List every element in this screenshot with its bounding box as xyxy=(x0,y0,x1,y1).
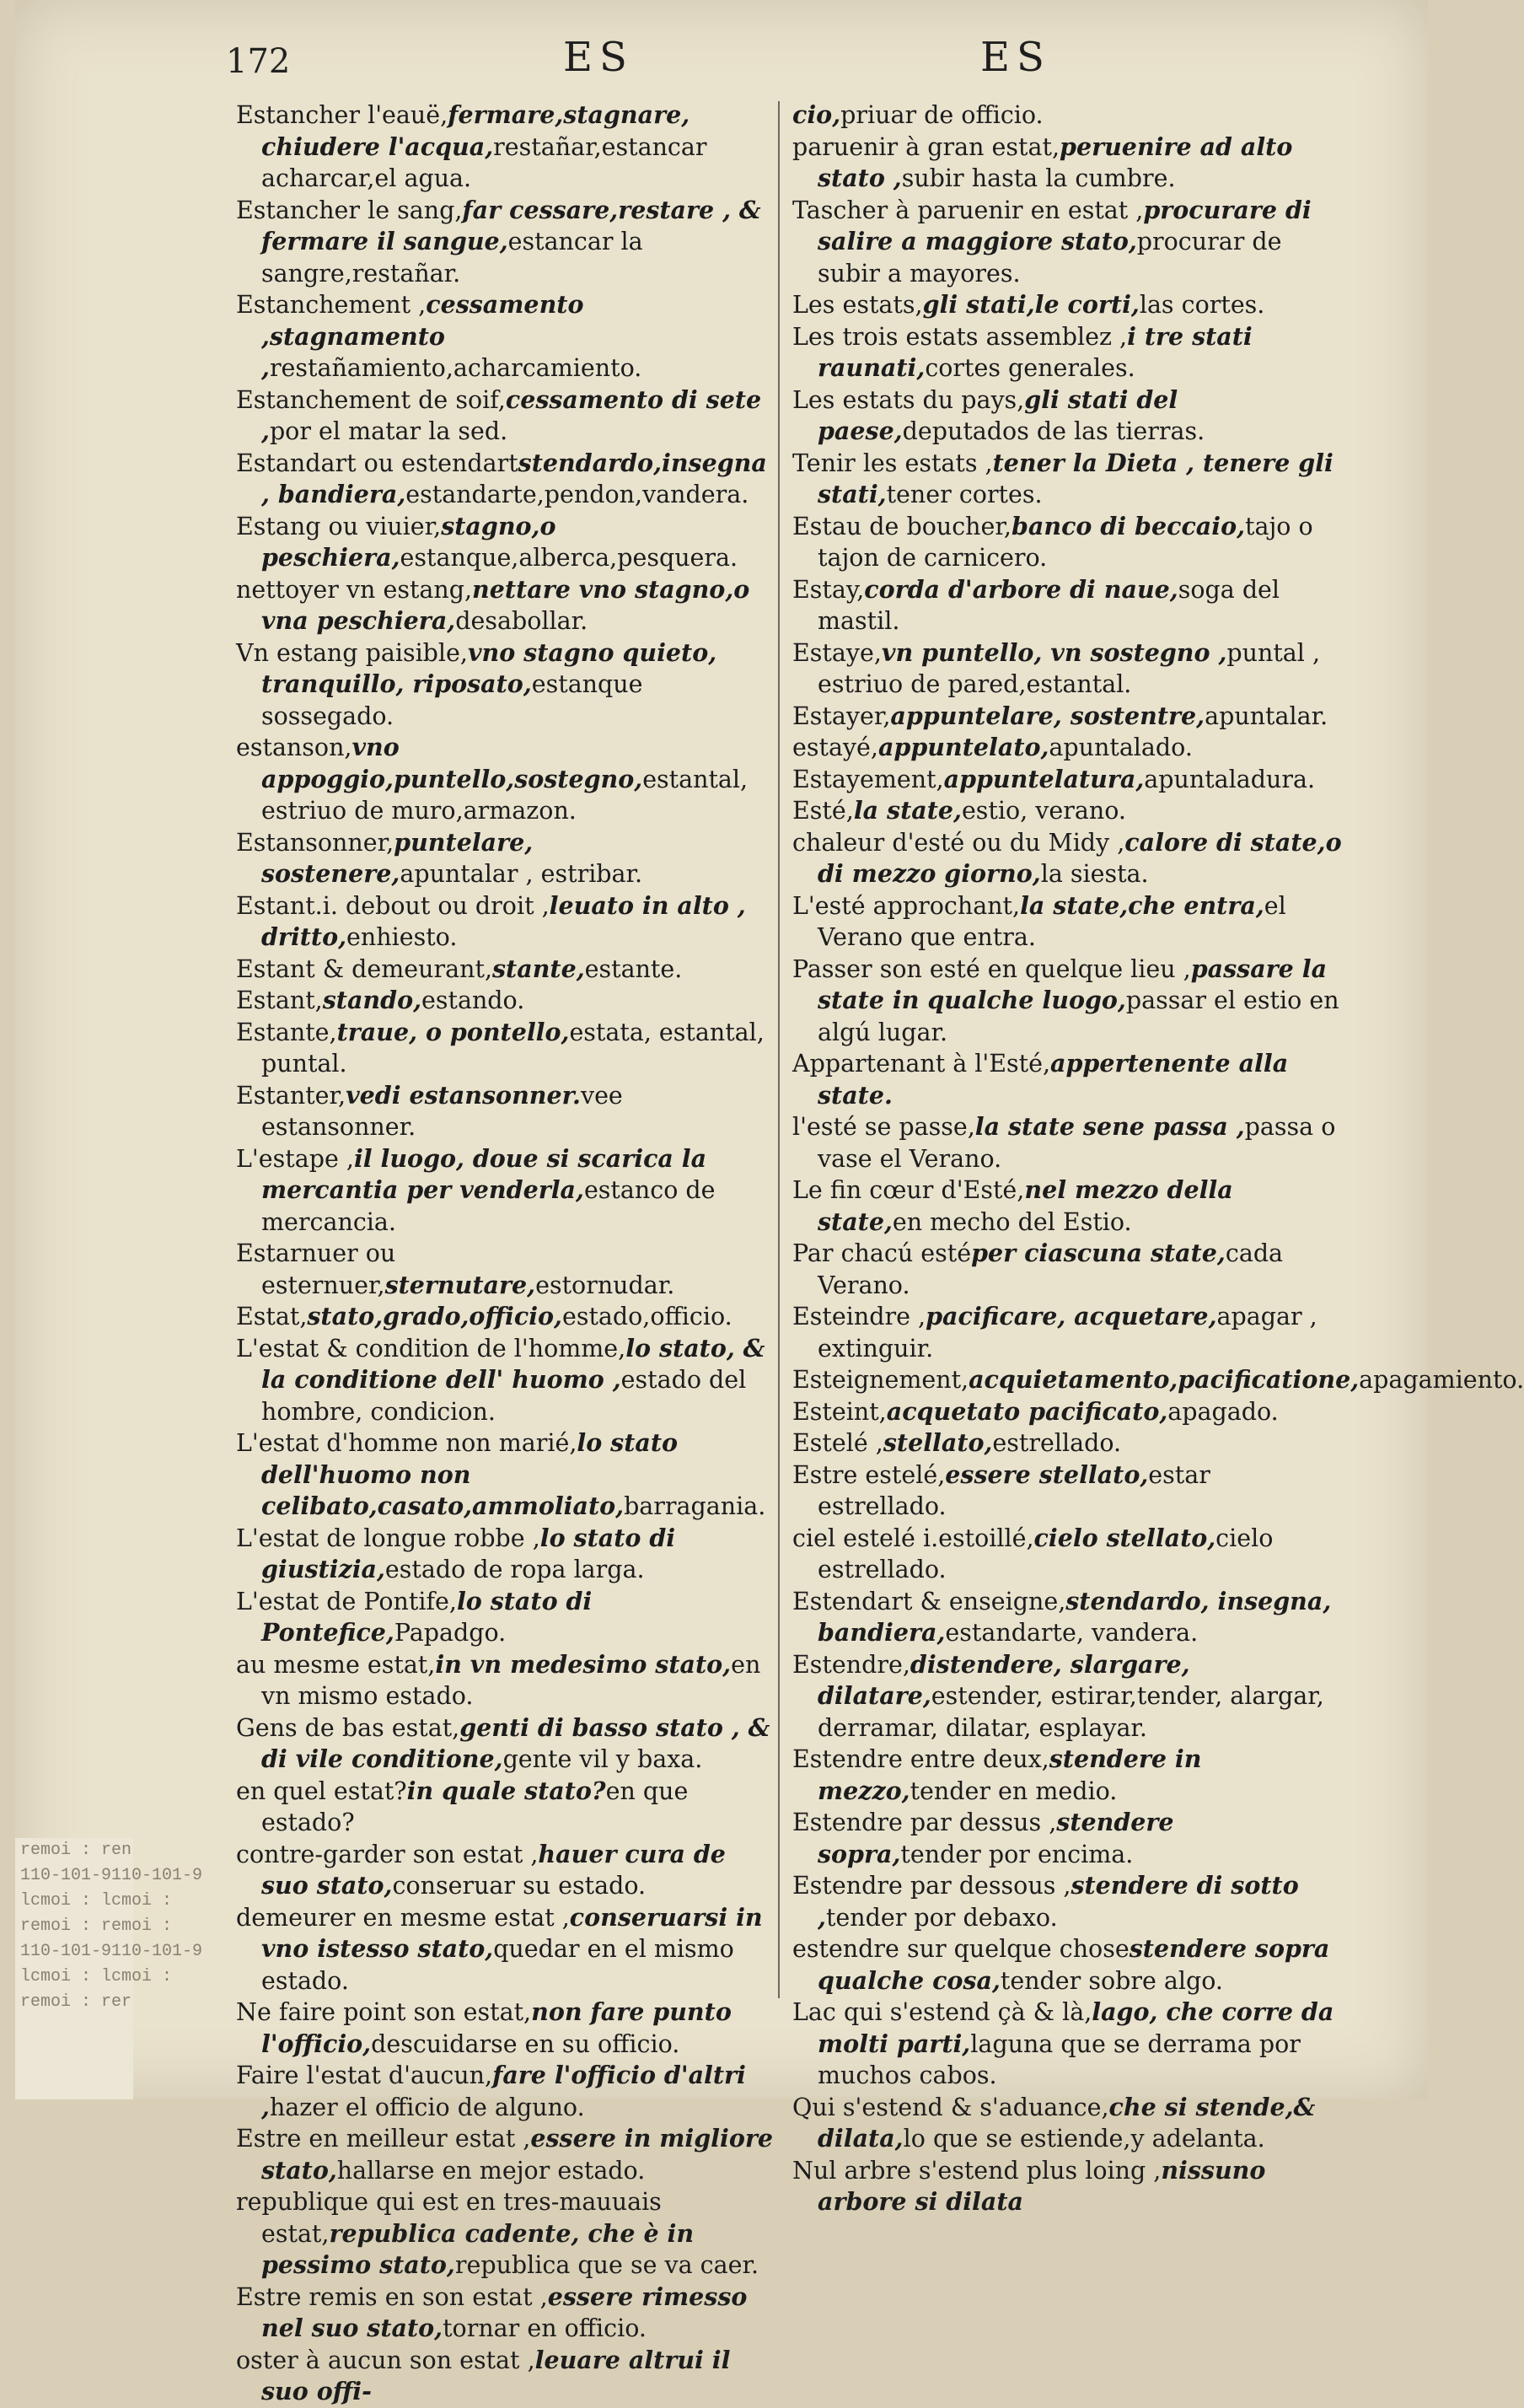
entry-french: nettoyer vn estang, xyxy=(236,575,473,604)
entry-spanish: tender por encima. xyxy=(900,1840,1134,1868)
dictionary-entry xyxy=(792,1174,1342,1238)
dictionary-entry xyxy=(236,827,775,890)
entry-spanish: estantal, estriuo de muro,armazon. xyxy=(261,765,749,825)
bleed-through-text: 110-101-9110-101-9 xyxy=(20,1942,203,1961)
dictionary-entry xyxy=(792,827,1342,890)
entry-spanish: estrellado. xyxy=(992,1429,1122,1457)
entry-italian: vedi estansonner. xyxy=(346,1080,581,1110)
entry-italian: non fare punto l'officio, xyxy=(261,1997,732,2058)
dictionary-entry xyxy=(236,289,775,384)
entry-french: oster à aucun son estat , xyxy=(236,2346,535,2374)
entry-italian: conseruarsi in vno istesso stato, xyxy=(261,1902,763,1963)
entry-spanish: tornar en officio. xyxy=(443,2314,647,2342)
dictionary-entry xyxy=(236,890,775,954)
page-header xyxy=(15,0,1428,93)
dictionary-entry xyxy=(792,701,1342,733)
dictionary-entry xyxy=(792,1933,1342,1997)
entry-italian: lo stato di Pontefice, xyxy=(261,1586,593,1647)
dictionary-entry xyxy=(236,1997,775,2060)
entry-french: Les trois estats assemblez , xyxy=(792,322,1128,351)
entry-italian: nissuno arbore si dilata xyxy=(818,2155,1266,2216)
dictionary-entry xyxy=(236,1902,775,1997)
dictionary-entry xyxy=(236,732,775,827)
entry-italian: far cessare,restare , & fermare il sangue, xyxy=(261,195,761,255)
dictionary-entry xyxy=(236,1649,775,1712)
dictionary-entry xyxy=(792,1238,1342,1301)
entry-spanish: estante. xyxy=(584,954,683,983)
dictionary-entry xyxy=(236,99,775,195)
dictionary-entry xyxy=(792,1807,1342,1870)
entry-french: L'estat d'homme non marié, xyxy=(236,1429,577,1457)
entry-italian: in vn medesimo stato, xyxy=(435,1649,732,1679)
entry-spanish: estornudar. xyxy=(535,1271,675,1299)
entry-spanish: estar estrellado. xyxy=(818,1460,1210,1520)
entry-italian: essere rimesso nel suo stato, xyxy=(261,2282,748,2342)
entry-italian: cielo stellato, xyxy=(1033,1523,1216,1552)
dictionary-entry xyxy=(236,1776,775,1839)
entry-french: L'estat de Pontife, xyxy=(236,1587,457,1615)
entry-spanish: el Verano que entra. xyxy=(818,891,1286,951)
bleed-through-text: remoi : remoi : xyxy=(20,1916,173,1936)
entry-spanish: Papadgo. xyxy=(394,1619,507,1647)
entry-french: L'estape , xyxy=(236,1144,354,1173)
entry-spanish: laguna que se derrama por muchos cabos. xyxy=(818,2029,1301,2089)
entry-spanish: quedar en el mismo estado. xyxy=(261,1935,734,1995)
entry-french: demeurer en mesme estat , xyxy=(236,1903,570,1932)
dictionary-entry xyxy=(792,1301,1342,1364)
entry-french: Estant & demeurant, xyxy=(236,954,493,983)
entry-italian: pacificare, acquetare, xyxy=(926,1302,1217,1330)
column-divider xyxy=(778,101,780,1998)
entry-french: Estaye, xyxy=(792,638,882,667)
entry-french: Estant, xyxy=(236,986,323,1014)
entry-spanish: la siesta. xyxy=(1040,860,1149,888)
entry-italian: appuntelatura, xyxy=(943,764,1145,793)
entry-spanish: deputados de las tierras. xyxy=(902,417,1205,445)
entry-spanish: apuntaladura. xyxy=(1144,765,1316,793)
entry-italian: procurare di salire a maggiore stato, xyxy=(818,195,1312,255)
entry-spanish: tender en medio. xyxy=(910,1776,1118,1805)
dictionary-entry xyxy=(792,1586,1342,1649)
dictionary-entry xyxy=(792,795,1342,827)
entry-spanish: hazer el officio de alguno. xyxy=(269,2093,585,2121)
entry-italian: traue, o pontello, xyxy=(336,1017,570,1046)
dictionary-entry xyxy=(792,1997,1342,2092)
entry-italian: lo stato, & la conditione dell' huomo , xyxy=(261,1333,765,1394)
dictionary-entry xyxy=(792,195,1342,290)
entry-french: L'esté approchant, xyxy=(792,891,1021,920)
dictionary-entry xyxy=(792,1523,1342,1586)
dictionary-entry xyxy=(236,448,775,511)
entry-spanish: apuntalar , estribar. xyxy=(400,860,643,888)
entry-french: Estayer, xyxy=(792,701,891,730)
entry-italian: la state,che entra, xyxy=(1020,890,1264,920)
bleed-through-strip xyxy=(15,1838,203,2099)
dictionary-entry xyxy=(236,2123,775,2186)
dictionary-entry xyxy=(236,2282,775,2345)
entry-french: chaleur d'esté ou du Midy , xyxy=(792,828,1125,857)
dictionary-entry xyxy=(236,1333,775,1428)
entry-french: Nul arbre s'estend plus loing , xyxy=(792,2156,1162,2185)
entry-french: Estante, xyxy=(236,1018,337,1046)
dictionary-entry xyxy=(792,1427,1342,1459)
entry-spanish: estender, estirar,tender, alargar, derramar, dilatar, esplayar. xyxy=(818,1682,1324,1742)
entry-french: ciel estelé i.estoillé, xyxy=(792,1524,1034,1552)
entry-french: Esteindre , xyxy=(792,1303,926,1330)
entry-french: Tenir les estats , xyxy=(792,449,993,477)
entry-spanish: apuntalado. xyxy=(1049,734,1193,761)
entry-italian: appuntelato, xyxy=(877,733,1049,761)
entry-italian: cessamento ,stagnamento , xyxy=(261,290,584,382)
entry-italian: fermare,stagnare, chiudere l'acqua, xyxy=(261,100,690,161)
entry-french: Estre estelé, xyxy=(792,1460,946,1489)
entry-french: Appartenant à l'Esté, xyxy=(792,1050,1051,1078)
right-column-title: ES xyxy=(980,34,1051,81)
entry-spanish: apagamiento. xyxy=(1359,1366,1524,1394)
entry-spanish: tender por debaxo. xyxy=(825,1903,1058,1932)
dictionary-entry xyxy=(236,1427,775,1523)
dictionary-entry xyxy=(792,99,1342,132)
dictionary-entry xyxy=(792,732,1342,764)
dictionary-entry xyxy=(792,1364,1524,1396)
entry-french: Estancher l'eauë, xyxy=(236,101,448,129)
entry-french: Faire l'estat d'aucun, xyxy=(236,2061,493,2089)
entry-french: Estancher le sang, xyxy=(236,196,463,224)
dictionary-entry xyxy=(236,954,775,986)
entry-spanish: cortes generales. xyxy=(925,354,1135,382)
entry-spanish: apagar , extinguir. xyxy=(818,1303,1317,1363)
entry-italian: lo stato dell'huomo non celibato,casato,ammoliato, xyxy=(261,1428,678,1520)
entry-italian: stendardo, insegna, bandiera, xyxy=(818,1586,1332,1647)
entry-italian: peruenire ad alto stato , xyxy=(818,132,1293,192)
entry-italian: puntelare, sostenere, xyxy=(261,827,534,888)
entry-italian: acquietamento,pacificatione, xyxy=(969,1365,1360,1394)
right-column xyxy=(792,99,1524,2218)
entry-italian: stendere in mezzo, xyxy=(818,1744,1202,1805)
entry-french: Estang ou viuier, xyxy=(236,512,442,540)
bleed-through-text: remoi : rer xyxy=(20,1992,132,2012)
bleed-through-text: 110-101-9110-101-9 xyxy=(20,1866,203,1885)
entry-italian: stato,grado,officio, xyxy=(307,1302,562,1330)
entry-italian: republica cadente, che è in pessimo stato, xyxy=(261,2218,695,2279)
entry-spanish: subir hasta la cumbre. xyxy=(901,164,1176,192)
dictionary-entry xyxy=(236,511,775,574)
entry-spanish: apagado. xyxy=(1167,1397,1279,1426)
entry-spanish: lo que se estiende,y adelanta. xyxy=(903,2125,1265,2153)
page xyxy=(15,0,1524,2405)
entry-italian: per ciascuna state, xyxy=(971,1239,1226,1267)
entry-spanish: restañar,estancar acharcar,el agua. xyxy=(261,132,707,192)
entry-french: Ne faire point son estat, xyxy=(236,1998,532,2026)
dictionary-entry xyxy=(236,1839,775,1902)
entry-french: Gens de bas estat, xyxy=(236,1713,460,1742)
entry-french: Estelé , xyxy=(792,1429,883,1457)
entry-spanish: estandarte, vandera. xyxy=(945,1619,1199,1647)
dictionary-entry xyxy=(236,384,775,448)
entry-french: Vn estang paisible, xyxy=(236,638,468,667)
entry-italian: vno stagno quieto, tranquillo, riposato, xyxy=(261,637,717,698)
dictionary-entry xyxy=(792,1111,1342,1174)
entry-french: Tascher à paruenir en estat , xyxy=(792,196,1144,224)
entry-french: Qui s'estend & s'aduance, xyxy=(792,2093,1109,2121)
entry-italian: leuare altrui il suo offi- xyxy=(261,2345,731,2405)
entry-french: Le fin cœur d'Esté, xyxy=(792,1176,1025,1204)
dictionary-entry xyxy=(236,1301,775,1333)
dictionary-entry xyxy=(236,195,775,290)
entry-spanish: soga del mastil. xyxy=(818,575,1280,635)
entry-italian: hauer cura de suo stato, xyxy=(261,1839,726,1900)
dictionary-entry xyxy=(792,1459,1342,1523)
entry-italian: distendere, slargare, dilatare, xyxy=(818,1649,1190,1710)
entry-french: Estansonner, xyxy=(236,828,394,857)
entry-spanish: procurar de subir a mayores. xyxy=(818,228,1282,288)
entry-french: L'estat de longue robbe , xyxy=(236,1524,540,1552)
entry-italian: calore di state,o di mezzo giorno, xyxy=(818,827,1342,888)
entry-french: Estre remis en son estat , xyxy=(236,2282,548,2311)
entry-spanish: tender sobre algo. xyxy=(1000,1966,1223,1995)
entry-spanish: conseruar su estado. xyxy=(392,1872,647,1900)
entry-italian: lo stato di giustizia, xyxy=(261,1523,676,1583)
entry-french: au mesme estat, xyxy=(236,1650,436,1679)
entry-french: paruenir à gran estat, xyxy=(792,132,1060,161)
entry-spanish: enhiesto. xyxy=(346,923,458,951)
left-column xyxy=(236,99,775,2408)
entry-french: estayé, xyxy=(792,734,878,761)
entry-french: Estendre entre deux, xyxy=(792,1745,1049,1773)
entry-italian: passare la state in qualche luogo, xyxy=(818,954,1328,1014)
entry-french: l'esté se passe, xyxy=(792,1113,975,1141)
dictionary-entry xyxy=(236,1017,775,1080)
entry-french: Estendre par dessous , xyxy=(792,1872,1071,1900)
entry-french: Estayement, xyxy=(792,765,944,793)
entry-spanish: estandarte,pendon,vandera. xyxy=(405,481,749,508)
entry-french: Passer son esté en quelque lieu , xyxy=(792,954,1191,983)
entry-french: Lac qui s'estend çà & là, xyxy=(792,1998,1092,2026)
dictionary-entry xyxy=(236,1238,775,1301)
entry-italian: il luogo, doue si scarica la mercantia per venderla, xyxy=(261,1143,707,1204)
dictionary-entry xyxy=(792,321,1342,384)
dictionary-entry xyxy=(236,1143,775,1239)
entry-italian: stante, xyxy=(492,954,585,983)
entry-italian: sternutare, xyxy=(384,1270,536,1299)
entry-french: Esté, xyxy=(792,797,854,825)
entry-spanish: republica que se va caer. xyxy=(454,2251,759,2279)
entry-italian: tener la Dieta , tenere gli stati, xyxy=(818,448,1334,508)
entry-spanish: cielo estrellado. xyxy=(818,1524,1274,1583)
dictionary-entry xyxy=(792,1396,1342,1428)
dictionary-entry xyxy=(236,1523,775,1586)
entry-french: Estau de boucher, xyxy=(792,512,1012,540)
entry-french: en quel estat? xyxy=(236,1776,407,1805)
entry-spanish: estanque sossegado. xyxy=(261,670,643,730)
dictionary-entry xyxy=(236,985,775,1017)
entry-italian: i tre stati raunati, xyxy=(818,321,1253,382)
dictionary-entry xyxy=(792,1048,1342,1111)
dictionary-entry xyxy=(792,890,1342,954)
entry-spanish: tener cortes. xyxy=(886,481,1043,508)
entry-italian: vno appoggio,puntello,sostegno, xyxy=(261,733,643,793)
entry-french: Estanchement de soif, xyxy=(236,385,506,414)
dictionary-entry xyxy=(792,637,1342,701)
entry-italian: che si stende,& dilata, xyxy=(818,2092,1316,2153)
entry-italian: cio, xyxy=(792,100,841,129)
entry-italian: genti di basso stato , & di vile conditione, xyxy=(261,1712,770,1773)
entry-spanish: cada Verano. xyxy=(818,1239,1284,1299)
entry-french: Estanchement , xyxy=(236,291,427,319)
entry-french: Estant.i. debout ou droit , xyxy=(236,891,550,920)
entry-italian: la state sene passa , xyxy=(974,1112,1245,1141)
entry-french: L'estat & condition de l'homme, xyxy=(236,1334,626,1363)
dictionary-entry xyxy=(792,1649,1342,1744)
entry-spanish: en mecho del Estio. xyxy=(892,1207,1132,1236)
dictionary-entry xyxy=(792,1744,1342,1807)
entry-french: Estanter, xyxy=(236,1081,346,1110)
entry-spanish: vee estansonner. xyxy=(261,1081,623,1141)
entry-french: Estay, xyxy=(792,575,865,604)
entry-italian: stendardo,insegna , bandiera, xyxy=(261,448,767,508)
entry-spanish: passar el estio en algú lugar. xyxy=(818,986,1339,1046)
entry-spanish: estando. xyxy=(421,986,525,1014)
dictionary-entry xyxy=(792,764,1342,796)
entry-spanish: estata, estantal, puntal. xyxy=(261,1018,765,1078)
entry-spanish: descuidarse en su officio. xyxy=(371,2029,680,2058)
dictionary-entry xyxy=(792,2155,1342,2218)
dictionary-entry xyxy=(236,1712,775,1776)
entry-spanish: en que estado? xyxy=(261,1776,689,1836)
entry-spanish: gente vil y baxa. xyxy=(502,1745,703,1773)
dictionary-entry xyxy=(236,574,775,637)
entry-french: republique qui est en tres-mauuais estat, xyxy=(236,2188,662,2248)
dictionary-entry xyxy=(792,132,1342,195)
dictionary-entry xyxy=(792,384,1342,448)
entry-french: Esteignement, xyxy=(792,1366,969,1394)
entry-spanish: en vn mismo estado. xyxy=(261,1650,761,1710)
dictionary-entry xyxy=(236,2345,775,2408)
entry-spanish: tajo o tajon de carnicero. xyxy=(818,512,1313,572)
entry-spanish: estado del hombre, condicion. xyxy=(261,1366,747,1426)
entry-spanish: estado,officio. xyxy=(561,1303,732,1330)
entry-italian: nel mezzo della state, xyxy=(818,1175,1233,1236)
entry-french: Les estats du pays, xyxy=(792,385,1025,414)
entry-italian: essere stellato, xyxy=(945,1459,1149,1489)
entry-french: Les estats, xyxy=(792,291,923,319)
entry-french: Estandart ou estendart xyxy=(236,449,518,477)
entry-spanish: apuntalar. xyxy=(1205,701,1328,730)
entry-italian: lago, che corre da molti parti, xyxy=(818,1997,1334,2058)
entry-spanish: desabollar. xyxy=(455,607,588,635)
dictionary-entry xyxy=(792,954,1342,1049)
entry-french: Estarnuer ou esternuer, xyxy=(236,1239,396,1299)
dictionary-entry xyxy=(236,2186,775,2282)
entry-italian: fare l'officio d'altri , xyxy=(261,2061,746,2121)
dictionary-entry xyxy=(792,448,1342,511)
bleed-through-text: lcmoi : lcmoi : xyxy=(20,1967,173,1986)
entry-spanish: hallarse en mejor estado. xyxy=(336,2156,646,2185)
entry-spanish: priuar de officio. xyxy=(840,101,1044,129)
entry-italian: stando, xyxy=(322,986,422,1014)
entry-italian: stagno,o peschiera, xyxy=(261,511,556,572)
entry-spanish: passa o vase el Verano. xyxy=(818,1113,1336,1173)
dictionary-entry xyxy=(236,1080,775,1143)
entry-spanish: las cortes. xyxy=(1139,291,1265,319)
entry-italian: corda d'arbore di naue, xyxy=(864,574,1178,604)
entry-spanish: estado de ropa larga. xyxy=(384,1556,645,1583)
dictionary-entry xyxy=(792,2092,1342,2155)
entry-spanish: restañamiento,acharcamiento. xyxy=(269,354,642,382)
entry-french: Par chacú esté xyxy=(792,1239,972,1267)
entry-spanish: estancar la sangre,restañar. xyxy=(261,228,643,288)
entry-italian: appertenente alla state. xyxy=(818,1049,1289,1110)
entry-italian: stellato, xyxy=(883,1428,993,1457)
entry-spanish: estanque,alberca,pesquera. xyxy=(400,544,738,572)
entry-french: estendre sur quelque chose xyxy=(792,1935,1130,1963)
dictionary-entry xyxy=(792,1870,1342,1933)
dictionary-entry xyxy=(236,2060,775,2123)
entry-spanish: barragania. xyxy=(624,1492,766,1520)
dictionary-entry xyxy=(236,637,775,733)
entry-italian: essere in migliore stato, xyxy=(261,2124,773,2185)
entry-spanish: puntal , estriuo de pared,estantal. xyxy=(818,638,1321,698)
bleed-through-text: remoi : ren xyxy=(20,1841,132,1860)
entry-french: Estat, xyxy=(236,1303,308,1330)
dictionary-entry xyxy=(792,289,1342,321)
entry-italian: appuntelare, sostentre, xyxy=(890,701,1205,730)
page-number: 172 xyxy=(226,42,291,81)
entry-italian: nettare vno stagno,o vna peschiera, xyxy=(261,574,750,635)
dictionary-entry xyxy=(792,511,1342,574)
entry-italian: banco di beccaio, xyxy=(1011,511,1246,540)
entry-italian: la state, xyxy=(853,796,962,825)
entry-italian: leuato in alto , dritto, xyxy=(261,890,746,951)
entry-italian: cessamento di sete , xyxy=(261,384,762,445)
entry-italian: acquetato pacificato, xyxy=(886,1396,1168,1426)
entry-french: estanson, xyxy=(236,734,352,761)
entry-spanish: por el matar la sed. xyxy=(269,417,508,445)
entry-italian: gli stati del paese, xyxy=(818,384,1178,445)
entry-french: Esteint, xyxy=(792,1397,887,1426)
entry-italian: stendere sopra qualche cosa, xyxy=(818,1934,1330,1995)
dictionary-entry xyxy=(792,574,1342,637)
left-column-title: ES xyxy=(563,34,634,81)
entry-italian: stendere di sotto , xyxy=(818,1871,1299,1932)
entry-french: contre-garder son estat , xyxy=(236,1840,539,1868)
entry-spanish: estanco de mercancia. xyxy=(261,1176,716,1236)
entry-french: Estendart & enseigne, xyxy=(792,1587,1066,1615)
entry-french: Estendre, xyxy=(792,1650,910,1679)
entry-spanish: estio, verano. xyxy=(961,797,1126,825)
entry-italian: in quale stato? xyxy=(406,1776,606,1805)
bleed-through-text: lcmoi : lcmoi : xyxy=(20,1891,173,1911)
entry-italian: gli stati,le corti, xyxy=(922,290,1140,319)
entry-french: Estendre par dessus , xyxy=(792,1809,1057,1836)
dictionary-entry xyxy=(236,1586,775,1649)
entry-french: Estre en meilleur estat , xyxy=(236,2125,531,2153)
entry-italian: vn puntello, vn sostegno , xyxy=(881,637,1227,667)
entry-italian: stendere sopra, xyxy=(818,1808,1174,1868)
